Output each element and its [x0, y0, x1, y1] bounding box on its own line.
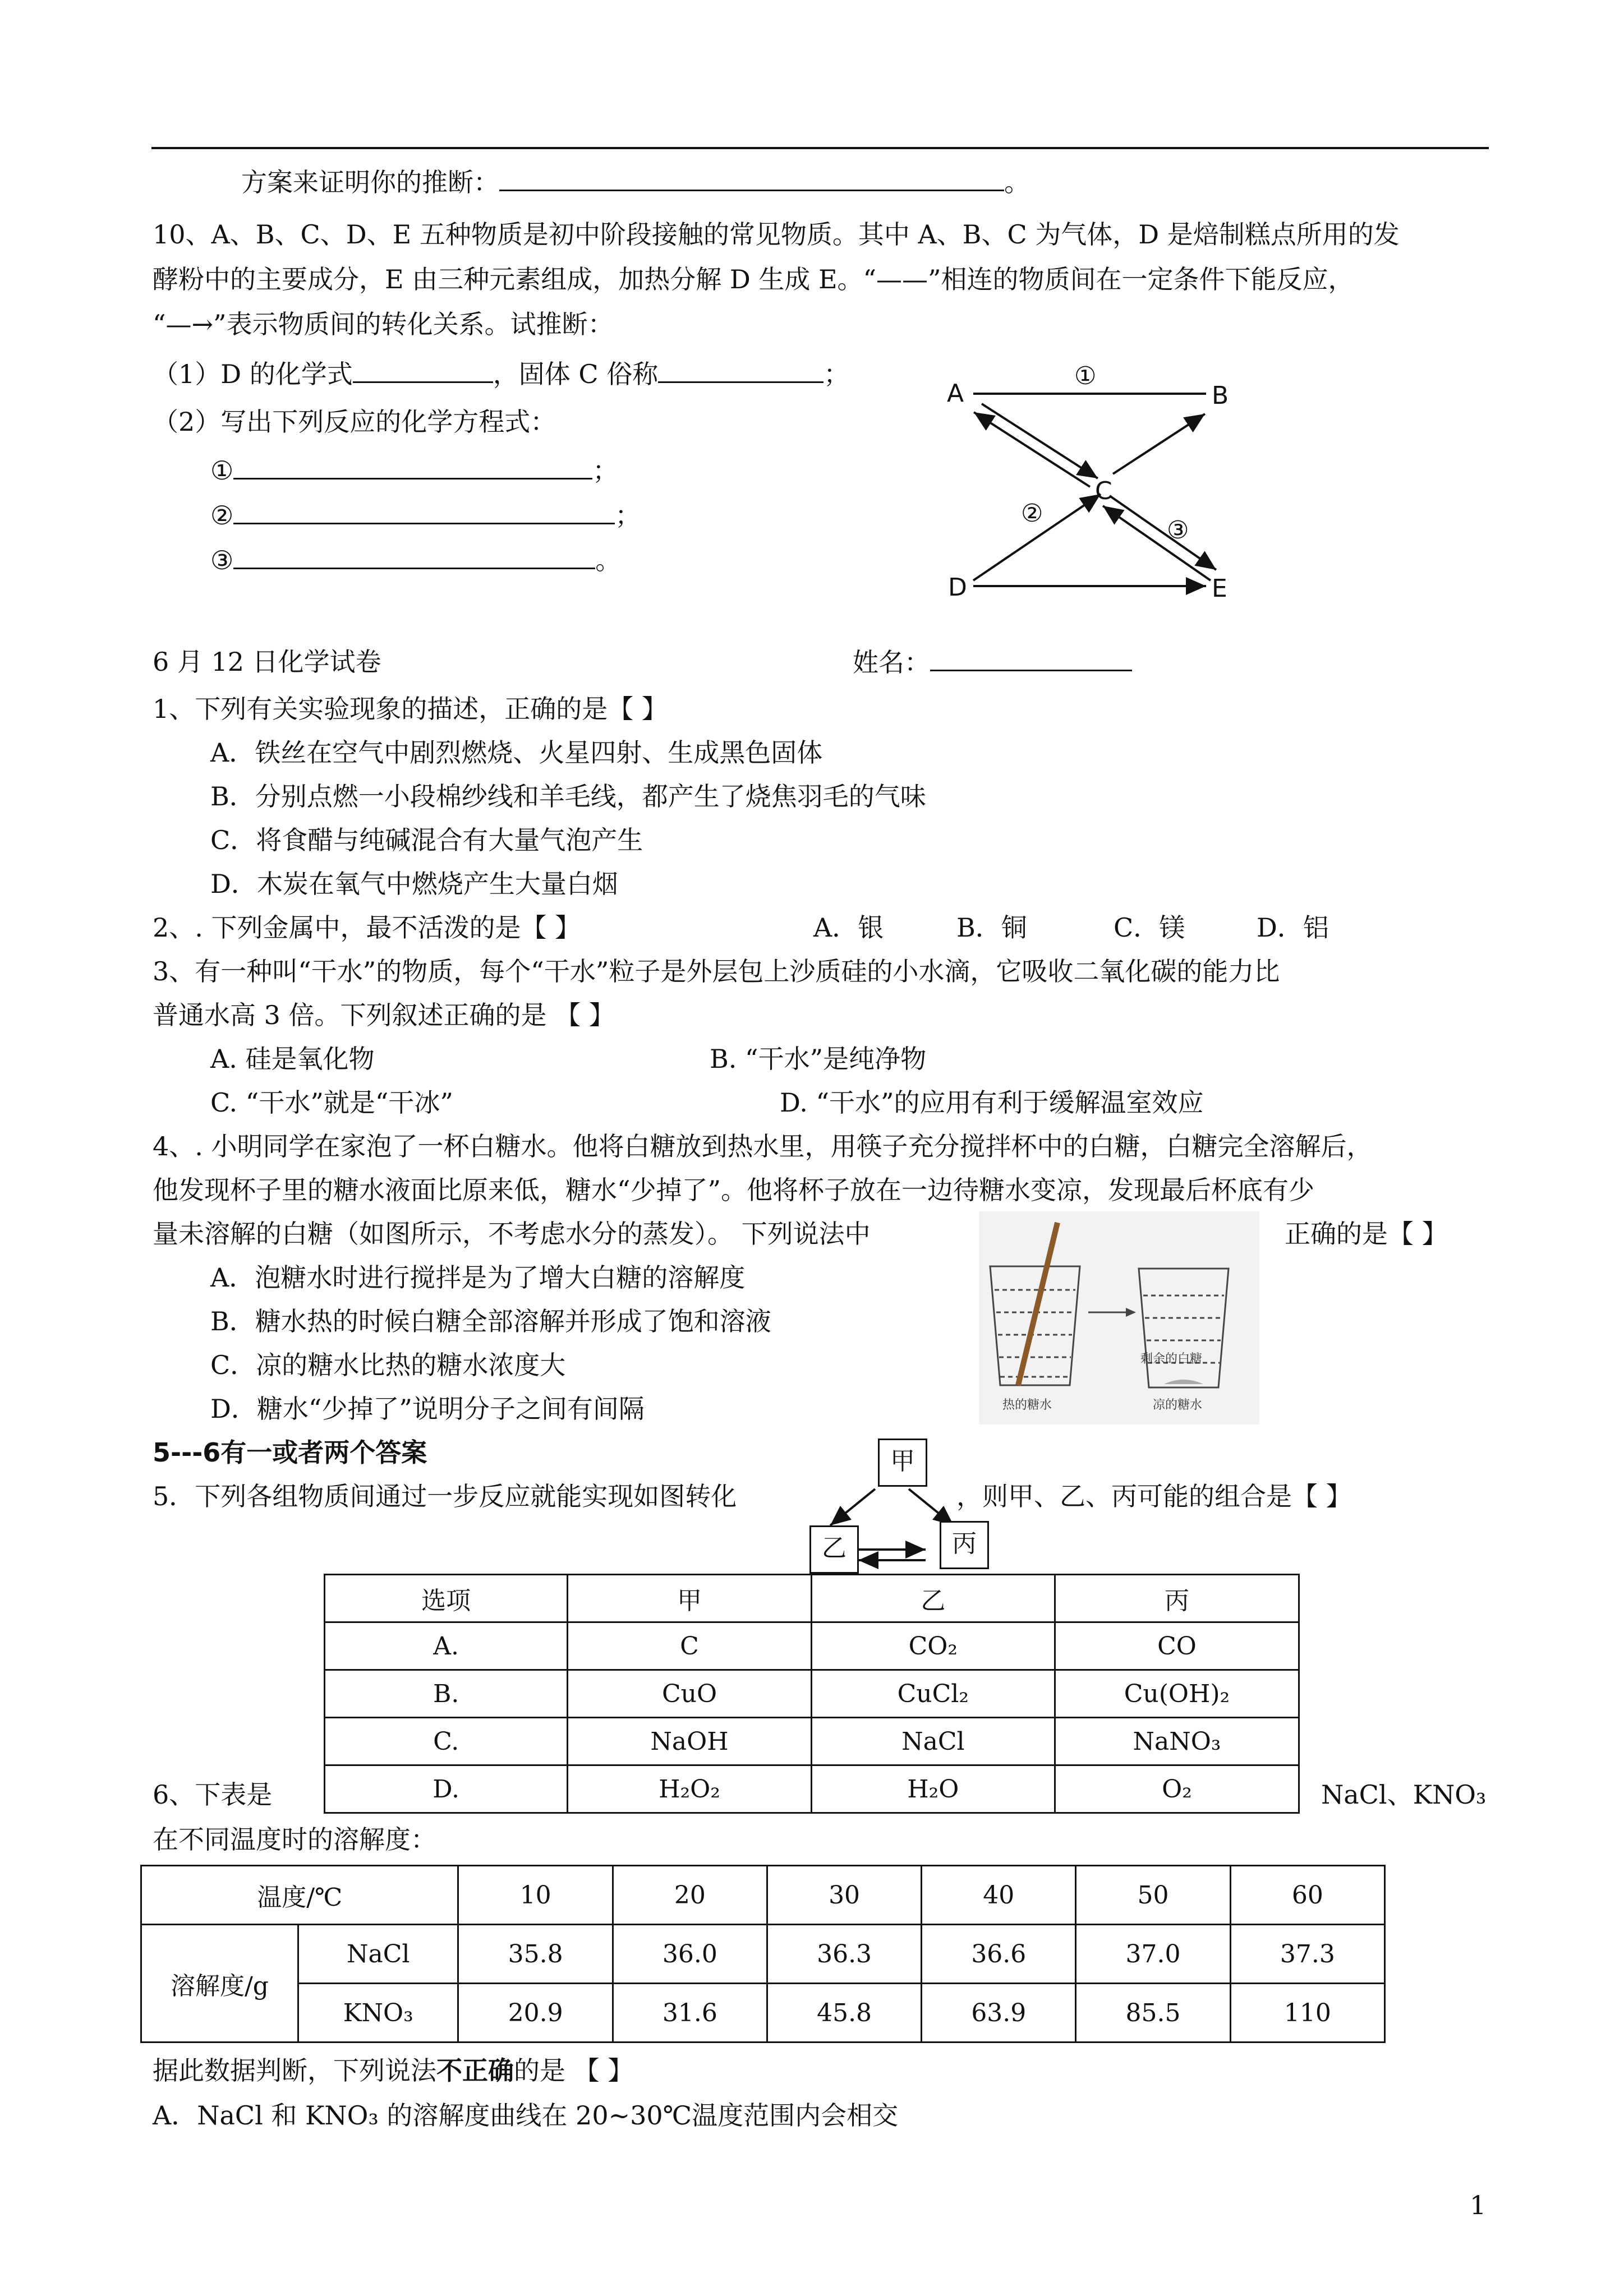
page-number: 1: [1470, 2190, 1487, 2220]
name-field: 姓名：: [853, 645, 1132, 679]
q3-option-a: A. 硅是氧化物: [210, 1044, 375, 1074]
q9-tail: 方案来证明你的推断： 。: [241, 165, 1030, 199]
q10-eq-1: ① ；: [210, 453, 618, 487]
q4-option-d: D．糖水“少掉了”说明分子之间有间隔: [210, 1394, 645, 1424]
q5-stem-a: 5．下列各组物质间通过一步反应就能实现如图转化: [153, 1481, 737, 1511]
q4-option-b: B．糖水热的时候白糖全部溶解并形成了饱和溶液: [210, 1306, 771, 1336]
q1-option-c: C．将食醋与纯碱混合有大量气泡产生: [210, 825, 643, 855]
q6-stem-b: NaCl、KNO₃: [1321, 1779, 1487, 1810]
q2-option-d: D．铝: [1257, 912, 1329, 943]
table-row: 溶解度/g NaCl 35.8 36.0 36.3 36.6 37.0 37.3: [141, 1925, 1385, 1984]
q6-stem-c: 在不同温度时的溶解度：: [153, 1824, 436, 1855]
arrow-c-a: [974, 412, 1090, 487]
q5-stem-b: ，则甲、乙、丙可能的组合是【 】: [956, 1481, 1352, 1511]
exam-title: 6 月 12 日化学试卷: [153, 647, 381, 677]
node-a: A: [947, 379, 964, 408]
q1-option-a: A．铁丝在空气中剧烈燃烧、火星四射、生成黑色固体: [210, 737, 823, 768]
arrow-e-c: [1103, 506, 1211, 580]
table-row: D. H₂O₂ H₂O O₂: [325, 1765, 1299, 1813]
section-5-6-heading: 5---6有一或者两个答案: [153, 1437, 427, 1468]
q1-stem: 1、下列有关实验现象的描述，正确的是【 】: [153, 694, 668, 724]
solubility-header: 溶解度/g: [141, 1925, 298, 2043]
box-jia: 甲: [878, 1439, 927, 1487]
q10-sub1: （1）D 的化学式 ，固体 C 俗称 ；: [153, 357, 849, 391]
box-bing: 丙: [940, 1521, 989, 1569]
q2-option-c: C．镁: [1114, 912, 1185, 943]
q5-header-bing: 丙: [1055, 1575, 1299, 1622]
q2-stem: 2、. 下列金属中，最不活泼的是【 】: [153, 912, 581, 943]
not-correct-emphasis: 不正确: [436, 2055, 514, 2086]
cold-water-label: 凉的糖水: [1153, 1398, 1203, 1412]
sugar-water-figure: [979, 1211, 1259, 1424]
label-3: ③: [1167, 516, 1189, 545]
temp-header: 温度/℃: [141, 1866, 458, 1925]
q4-option-c: C．凉的糖水比热的糖水浓度大: [210, 1350, 566, 1380]
solubility-table: 温度/℃ 10 20 30 40 50 60 溶解度/g NaCl 35.8 36.0 36.3 36.6 37.0 37.3 KNO₃ 20.9 31.6 45.8 63.9 85.5 110: [140, 1865, 1386, 2043]
q10-eq-3: ③ 。: [210, 543, 621, 577]
q5-options-table: [324, 1574, 1300, 1814]
q3-option-c: C. “干水”就是“干冰”: [210, 1087, 453, 1118]
arrow-a-c: [982, 404, 1098, 478]
q2-option-b: B．铜: [956, 912, 1027, 943]
q1-option-d: D．木炭在氧气中燃烧产生大量白烟: [210, 869, 618, 899]
residue-label: 剩余的白糖: [1140, 1352, 1203, 1366]
node-c: C: [1095, 477, 1112, 505]
hot-water-label: 热的糖水: [1002, 1398, 1052, 1412]
q4-tail: 正确的是【 】: [1285, 1219, 1448, 1249]
q4-line-2: 他发现杯子里的糖水液面比原来低，糖水“少掉了”。他将杯子放在一边待糖水变凉，发现最后杯底有少: [153, 1175, 1315, 1205]
q6-stem-a: 6、下表是: [153, 1779, 273, 1810]
table-row: B. CuO CuCl₂ Cu(OH)₂: [325, 1670, 1299, 1718]
arrow-c-b: [1113, 414, 1205, 474]
header-rule: [151, 147, 1489, 149]
label-1: ①: [1074, 362, 1097, 390]
q1-option-b: B．分别点燃一小段棉纱线和羊毛线，都产生了烧焦羽毛的气味: [210, 781, 926, 812]
q3-line-1: 3、有一种叫“干水”的物质，每个“干水”粒子是外层包上沙质硅的小水滴，它吸收二氧化碳的能力比: [153, 956, 1280, 986]
q6-judge: 据此数据判断，下列说法不正确的是 【 】: [153, 2055, 634, 2086]
q3-option-d: D. “干水”的应用有利于缓解温室效应: [780, 1087, 1204, 1118]
node-b: B: [1212, 381, 1229, 410]
q3-option-b: B. “干水”是纯净物: [710, 1044, 927, 1074]
q3-line-2: 普通水高 3 倍。下列叙述正确的是 【 】: [153, 1000, 615, 1030]
q4-line-3: 量未溶解的白糖（如图所示，不考虑水分的蒸发）。 下列说法中: [153, 1219, 871, 1249]
q10-eq-2: ② ；: [210, 498, 641, 532]
table-row: A. C CO₂ CO: [325, 1622, 1299, 1670]
q10-line-2: 酵粉中的主要成分，E 由三种元素组成，加热分解 D 生成 E。“——”相连的物质间在一定条件下能反应，: [153, 264, 1354, 294]
q4-option-a: A．泡糖水时进行搅拌是为了增大白糖的溶解度: [210, 1262, 746, 1293]
table-row: KNO₃ 20.9 31.6 45.8 63.9 85.5 110: [141, 1984, 1385, 2043]
q10-reaction-diagram: [931, 359, 1257, 617]
label-2: ②: [1021, 499, 1043, 528]
node-d: D: [948, 573, 967, 602]
q10-sub2: （2）写出下列反应的化学方程式：: [153, 407, 556, 437]
box-yi: 乙: [809, 1525, 859, 1574]
table-row: C. NaOH NaCl NaNO₃: [325, 1718, 1299, 1765]
q5-header-yi: 乙: [811, 1575, 1055, 1622]
q2-option-a: A．银: [813, 912, 884, 943]
arrow-c-e: [1110, 496, 1216, 570]
q5-header-jia: 甲: [568, 1575, 811, 1622]
q10-line-1: 10、A、B、C、D、E 五种物质是初中阶段接触的常见物质。其中 A、B、C 为气体，D 是焙制糕点所用的发: [153, 219, 1400, 250]
q10-line-3: “—→”表示物质间的转化关系。试推断：: [153, 309, 614, 339]
q5-header-option: 选项: [325, 1575, 568, 1622]
node-e: E: [1212, 574, 1227, 603]
q4-line-1: 4、. 小明同学在家泡了一杯白糖水。他将白糖放到热水里，用筷子充分搅拌杯中的白糖，白糖完全溶解后，: [153, 1131, 1373, 1161]
q6-option-a: A．NaCl 和 KNO₃ 的溶解度曲线在 20~30℃温度范围内会相交: [153, 2100, 899, 2131]
